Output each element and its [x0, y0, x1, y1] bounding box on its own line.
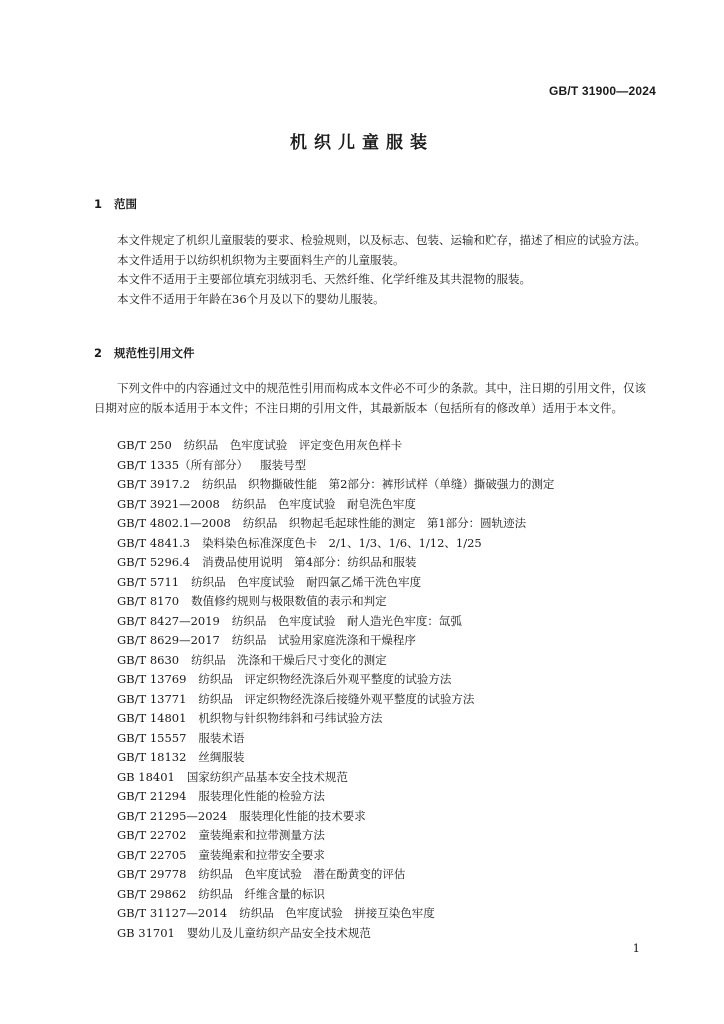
reference-title: 消费品使用说明 第4部分：纺织品和服装 [202, 555, 417, 569]
reference-item [117, 865, 657, 885]
paragraph: 下列文件中的内容通过文中的规范性引用而构成本文件必不可少的条款。其中，注日期的引用文件，仅该日期对应的版本适用于本文件；不注日期的引用文件，其最新版本（包括所有的修改单）适用于本文件。 [94, 381, 646, 415]
paragraph: 本文件不适用于年龄在36个月及以下的婴幼儿服装。 [117, 291, 385, 306]
reference-item [117, 631, 657, 651]
reference-title: 数值修约规则与极限数值的表示和判定 [191, 594, 387, 608]
reference-title: 服装理化性能的检验方法 [198, 789, 325, 803]
reference-title: 纺织品 色牢度试验 拼接互染色牢度 [239, 906, 435, 920]
reference-item [117, 690, 657, 710]
section-number: 1 [94, 197, 103, 211]
reference-code: GB/T 1335（所有部分） [117, 457, 249, 472]
reference-code: GB/T 31127—2014 [117, 906, 228, 920]
reference-title: 服装号型 [260, 457, 307, 472]
section-number: 2 [94, 346, 103, 360]
reference-code: GB 18401 [117, 769, 175, 784]
reference-item [117, 612, 657, 632]
reference-list [117, 436, 657, 943]
reference-title: 纺织品 色牢度试验 耐人造光色牢度：氙弧 [231, 613, 462, 628]
reference-code: GB/T 29862 [117, 886, 187, 901]
paragraph: 本文件适用于以纺织机织物为主要面料生产的儿童服装。 [117, 252, 405, 267]
reference-title: 机织物与针织物纬斜和弓纬试验方法 [198, 711, 383, 725]
reference-item [117, 456, 657, 476]
reference-code: GB/T 15557 [117, 730, 187, 745]
reference-title: 纺织品 评定织物经洗涤后接缝外观平整度的试验方法 [198, 691, 475, 706]
reference-code: GB/T 250 [117, 438, 172, 452]
reference-item [117, 826, 657, 846]
reference-item [117, 553, 657, 573]
reference-code: GB/T 8427—2019 [117, 613, 220, 628]
reference-code: GB/T 22705 [117, 847, 187, 862]
section-heading-scope [94, 196, 137, 212]
page-number: 1 [632, 941, 640, 955]
reference-code: GB/T 18132 [117, 750, 187, 764]
reference-title: 纺织品 试验用家庭洗涤和干燥程序 [231, 633, 416, 647]
reference-code: GB/T 3917.2 [117, 477, 191, 491]
reference-title: 国家纺织产品基本安全技术规范 [186, 769, 348, 784]
reference-item [117, 514, 657, 534]
reference-item [117, 475, 657, 495]
reference-code: GB/T 8170 [117, 594, 180, 608]
reference-title: 服装术语 [198, 730, 245, 745]
reference-code: GB/T 8629—2017 [117, 633, 220, 647]
reference-code: GB/T 13771 [117, 691, 187, 706]
reference-code: GB/T 13769 [117, 672, 187, 686]
reference-item [117, 670, 657, 690]
reference-code: GB/T 5711 [117, 574, 180, 589]
reference-code: GB/T 5296.4 [117, 555, 191, 569]
reference-item [117, 495, 657, 515]
reference-item [117, 904, 657, 924]
reference-code: GB/T 29778 [117, 867, 187, 881]
reference-item [117, 885, 657, 905]
section-title: 规范性引用文件 [114, 346, 195, 360]
reference-title: 丝绸服装 [198, 750, 245, 764]
reference-title: 纺织品 织物起毛起球性能的测定 第1部分：圆轨迹法 [242, 516, 527, 530]
reference-title: 纺织品 色牢度试验 评定变色用灰色样卡 [183, 438, 403, 452]
section-heading-normative-references [94, 345, 195, 361]
reference-code: GB/T 3921—2008 [117, 496, 220, 511]
reference-code: GB/T 8630 [117, 652, 180, 667]
standard-code: GB/T 31900—2024 [548, 84, 656, 98]
reference-title: 纺织品 色牢度试验 耐皂洗色牢度 [231, 496, 416, 511]
reference-item [117, 651, 657, 671]
reference-item [117, 787, 657, 807]
section-title: 范围 [114, 197, 137, 211]
reference-item [117, 592, 657, 612]
reference-title: 染料染色标准深度色卡 2/1、1/3、1/6、1/12、1/25 [202, 535, 482, 550]
reference-code: GB/T 4841.3 [117, 535, 191, 550]
reference-title: 纺织品 织物撕破性能 第2部分：裤形试样（单缝）撕破强力的测定 [202, 477, 555, 491]
reference-code: GB/T 21294 [117, 789, 187, 803]
reference-item [117, 846, 657, 866]
paragraph: 本文件不适用于主要部位填充羽绒羽毛、天然纤维、化学纤维及其共混物的服装。 [117, 272, 531, 286]
reference-item [117, 709, 657, 729]
document-title: 机织儿童服装 [290, 133, 434, 153]
reference-item [117, 729, 657, 749]
reference-title: 服装理化性能的技术要求 [239, 808, 366, 823]
paragraph: 本文件规定了机织儿童服装的要求、检验规则，以及标志、包装、运输和贮存，描述了相应的试验方法。 [117, 233, 646, 247]
reference-code: GB/T 21295—2024 [117, 808, 228, 823]
reference-title: 童装绳索和拉带测量方法 [198, 828, 325, 842]
reference-title: 纺织品 洗涤和干燥后尺寸变化的测定 [191, 652, 387, 667]
reference-title: 童装绳索和拉带安全要求 [198, 847, 325, 862]
reference-item [117, 768, 657, 788]
reference-item [117, 534, 657, 554]
reference-title: 纺织品 色牢度试验 耐四氯乙烯干洗色牢度 [191, 574, 422, 589]
reference-code: GB/T 14801 [117, 711, 187, 725]
reference-item [117, 573, 657, 593]
reference-code: GB/T 22702 [117, 828, 187, 842]
reference-code: GB 31701 [117, 925, 175, 940]
references-intro [94, 379, 656, 418]
reference-item [117, 436, 657, 456]
reference-title: 婴幼儿及儿童纺织产品安全技术规范 [186, 925, 371, 940]
reference-item [117, 807, 657, 827]
reference-title: 纺织品 色牢度试验 潜在酚黄变的评估 [198, 867, 406, 881]
reference-title: 纺织品 评定织物经洗涤后外观平整度的试验方法 [198, 672, 452, 686]
scope-paragraphs [94, 231, 656, 309]
reference-item [117, 924, 657, 944]
reference-title: 纺织品 纤维含量的标识 [198, 886, 325, 901]
reference-code: GB/T 4802.1—2008 [117, 516, 231, 530]
reference-item [117, 748, 657, 768]
